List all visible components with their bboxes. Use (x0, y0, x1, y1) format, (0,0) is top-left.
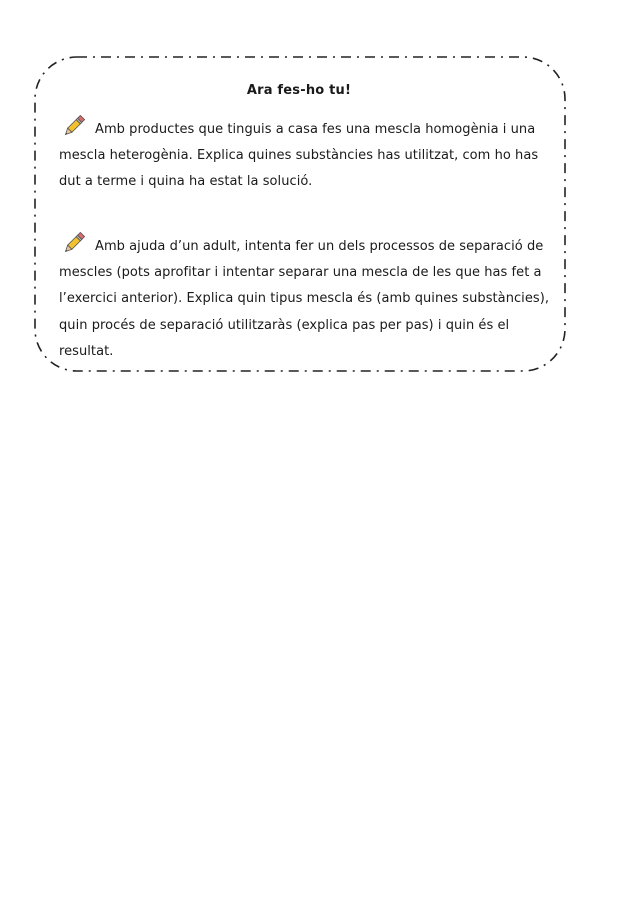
activity-title: Ara fes-ho tu! (246, 83, 352, 98)
task-paragraph (59, 117, 541, 196)
task-line: resultat. (59, 343, 114, 359)
task-line: mescles (pots aprofitar i intentar separar una mescla de les que has fet a (59, 265, 542, 281)
task-line: Amb ajuda d’un adult, intenta fer un dels processos de separació de (95, 239, 544, 254)
task-line: quin procés de separació utilitzaràs (explica pas per pas) i quin és el (59, 317, 510, 333)
task-paragraph (59, 234, 550, 365)
task-line: Amb productes que tinguis a casa fes una mescla homogènia i una (95, 122, 536, 137)
task-line: mescla heterogènia. Explica quines substàncies has utilitzat, com ho has (59, 148, 539, 164)
task-line: l’exercici anterior). Explica quin tipus mescla és (amb quines substàncies), (59, 291, 550, 307)
task-line: dut a terme i quina ha estat la solució. (59, 174, 313, 190)
